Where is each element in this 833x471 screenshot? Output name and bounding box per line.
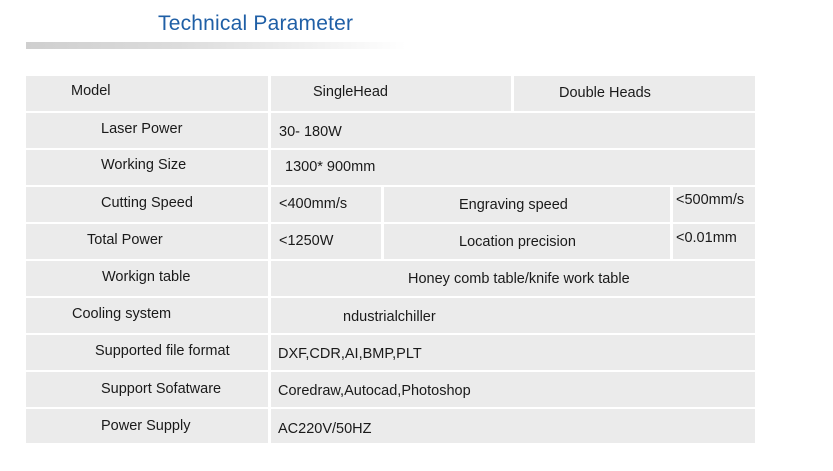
label-cell xyxy=(26,150,268,185)
table-row-software xyxy=(26,372,755,407)
sub-value-cell xyxy=(673,187,755,222)
row-label: Total Power xyxy=(87,232,163,248)
row-value: <400mm/s xyxy=(279,196,348,212)
row-value: Honey comb table/knife work table xyxy=(408,271,630,287)
label-cell xyxy=(26,261,268,296)
table-row-cooling-system xyxy=(26,298,755,333)
label-cell xyxy=(26,76,268,111)
sub-value: <500mm/s xyxy=(676,192,745,208)
sub-label: Location precision xyxy=(459,234,576,250)
sub-label-cell xyxy=(384,224,670,259)
value-cell xyxy=(271,372,755,407)
row-value: <1250W xyxy=(279,233,334,249)
label-cell xyxy=(26,224,268,259)
model-single-head: SingleHead xyxy=(313,84,388,100)
row-value: 30- 180W xyxy=(279,124,342,140)
value-cell xyxy=(271,409,755,443)
label-cell xyxy=(26,409,268,443)
row-value: AC220V/50HZ xyxy=(278,421,372,437)
value-cell xyxy=(271,298,755,333)
value-cell xyxy=(271,187,381,222)
table-row-file-format xyxy=(26,335,755,370)
value-cell xyxy=(271,224,381,259)
sub-label: Engraving speed xyxy=(459,197,568,213)
title-underline xyxy=(26,42,406,49)
sub-value: <0.01mm xyxy=(676,230,737,246)
row-value: ndustrialchiller xyxy=(343,309,436,325)
value-cell xyxy=(271,76,511,111)
value-cell xyxy=(271,335,755,370)
label-cell xyxy=(26,335,268,370)
row-value: 1300* 900mm xyxy=(285,159,376,175)
row-value: DXF,CDR,AI,BMP,PLT xyxy=(278,346,422,362)
table-row-power-supply xyxy=(26,409,755,443)
row-label: Working Size xyxy=(101,157,187,173)
row-value: Coredraw,Autocad,Photoshop xyxy=(278,383,471,399)
row-label: Support Sofatware xyxy=(101,381,222,397)
model-double-heads: Double Heads xyxy=(559,85,651,101)
sub-value-cell xyxy=(673,224,755,259)
label-cell xyxy=(26,372,268,407)
page-title: Technical Parameter xyxy=(158,12,354,35)
table-row-working-size xyxy=(26,150,755,185)
table-row-total-power xyxy=(26,224,755,259)
row-label: Workign table xyxy=(102,269,191,285)
table-row-model xyxy=(26,76,755,111)
row-label: Power Supply xyxy=(101,418,191,434)
value-cell xyxy=(271,113,755,148)
value-cell xyxy=(271,150,755,185)
row-label: Model xyxy=(71,83,111,99)
row-label: Cutting Speed xyxy=(101,195,193,211)
label-cell xyxy=(26,113,268,148)
row-label: Supported file format xyxy=(95,343,230,359)
table-row-working-table xyxy=(26,261,755,296)
sub-label-cell xyxy=(384,187,670,222)
label-cell xyxy=(26,298,268,333)
row-label: Laser Power xyxy=(101,121,183,137)
value-cell xyxy=(271,261,755,296)
table-row-laser-power xyxy=(26,113,755,148)
value-cell xyxy=(514,76,755,111)
row-label: Cooling system xyxy=(72,306,172,322)
label-cell xyxy=(26,187,268,222)
table-row-cutting-speed xyxy=(26,187,755,222)
